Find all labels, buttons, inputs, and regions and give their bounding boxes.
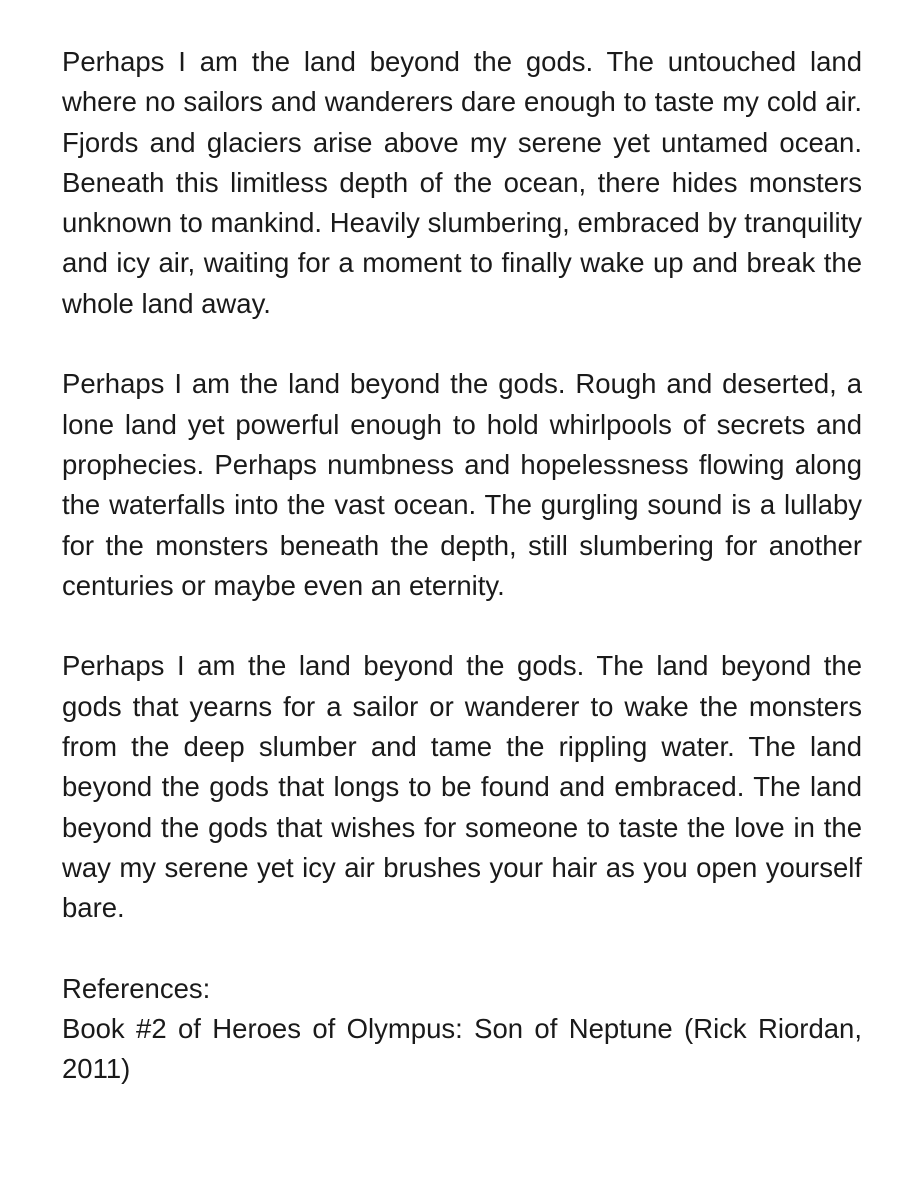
references-heading: References: (62, 972, 211, 1004)
reference-item: Book #2 of Heroes of Olympus: Son of Neptune (Rick Riordan, 2011) (62, 1013, 862, 1085)
paragraph-3: Perhaps I am the land beyond the gods. The land beyond the gods that yearns for a sailor or wanderer to wake the monsters from the deep slumber and tame the rippling water. The land beyond the gods that longs to be found and embraced. The land beyond the gods that wishes for someone to taste the love in the way my serene yet icy air brushes your hair as you open yourself bare. (62, 650, 862, 924)
document-page (62, 42, 862, 1090)
paragraph-1: Perhaps I am the land beyond the gods. The untouched land where no sailors and wanderers dare enough to taste my cold air. Fjords and glaciers arise above my serene yet untamed ocean. Beneath this limitless depth of the ocean, there hides monsters unknown to mankind. Heavily slumbering, embraced by tranquility and icy air, waiting for a moment to finally wake up and break the whole land away. (62, 46, 862, 319)
references-section (62, 969, 862, 1090)
paragraph-2: Perhaps I am the land beyond the gods. Rough and deserted, a lone land yet powerful enough to hold whirlpools of secrets and prophecies. Perhaps numbness and hopelessness flowing along the waterfalls into the vast ocean. The gurgling sound is a lullaby for the monsters beneath the depth, still slumbering for another centuries or maybe even an eternity. (62, 368, 862, 601)
